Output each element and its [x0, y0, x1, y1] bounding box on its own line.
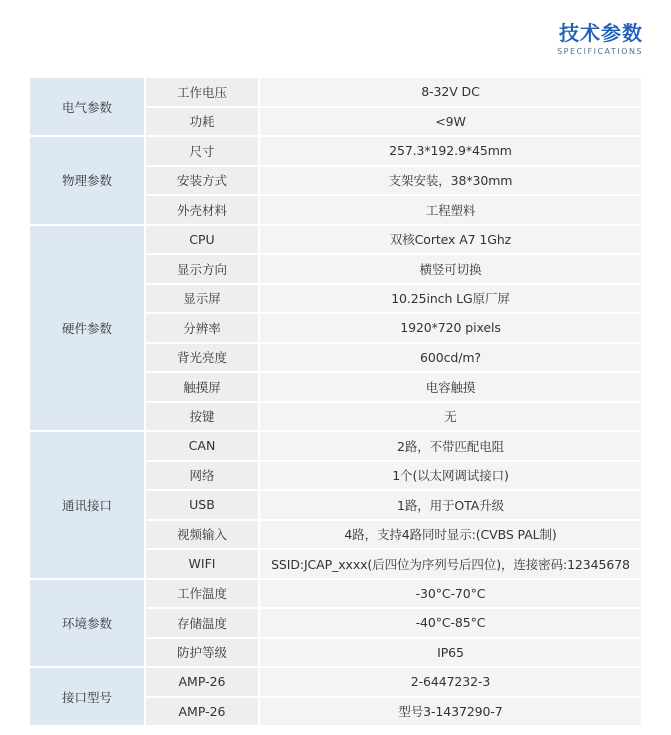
value-cell: -40°C-85°C: [260, 609, 641, 637]
value-cell: 2路，不带匹配电阻: [260, 432, 641, 460]
param-cell: 分辨率: [146, 314, 258, 342]
value-cell: SSID:JCAP_xxxx(后四位为序列号后四位)，连接密码:12345678: [260, 550, 641, 578]
section-subtitle: SPECIFICATIONS: [557, 47, 643, 56]
param-cell: 网络: [146, 462, 258, 490]
param-cell: 工作温度: [146, 580, 258, 608]
value-cell: IP65: [260, 639, 641, 667]
param-cell: 存储温度: [146, 609, 258, 637]
value-cell: 600cd/m?: [260, 344, 641, 372]
category-cell: 环境参数: [30, 580, 144, 667]
value-cell: 双核Cortex A7 1Ghz: [260, 226, 641, 254]
value-cell: 无: [260, 403, 641, 431]
spec-table: [28, 76, 643, 727]
param-cell: 触摸屏: [146, 373, 258, 401]
param-cell: 尺寸: [146, 137, 258, 165]
value-cell: 电容触摸: [260, 373, 641, 401]
section-title: 技术参数: [559, 21, 643, 45]
section-header: [557, 20, 643, 57]
value-cell: 1个(以太网调试接口): [260, 462, 641, 490]
value-cell: 2-6447232-3: [260, 668, 641, 696]
param-cell: 防护等级: [146, 639, 258, 667]
value-cell: 1920*720 pixels: [260, 314, 641, 342]
value-cell: 8-32V DC: [260, 78, 641, 106]
category-cell: 电气参数: [30, 78, 144, 135]
param-cell: 外壳材料: [146, 196, 258, 224]
param-cell: USB: [146, 491, 258, 519]
table-row: [30, 226, 641, 254]
param-cell: 背光亮度: [146, 344, 258, 372]
category-cell: 通讯接口: [30, 432, 144, 578]
param-cell: 显示屏: [146, 285, 258, 313]
value-cell: 工程塑料: [260, 196, 641, 224]
value-cell: <9W: [260, 108, 641, 136]
table-row: [30, 137, 641, 165]
param-cell: CPU: [146, 226, 258, 254]
param-cell: AMP-26: [146, 698, 258, 726]
param-cell: WIFI: [146, 550, 258, 578]
table-row: [30, 668, 641, 696]
table-row: [30, 432, 641, 460]
value-cell: 10.25inch LG原厂屏: [260, 285, 641, 313]
category-cell: 硬件参数: [30, 226, 144, 431]
param-cell: 安装方式: [146, 167, 258, 195]
param-cell: 工作电压: [146, 78, 258, 106]
param-cell: 功耗: [146, 108, 258, 136]
category-cell: 接口型号: [30, 668, 144, 725]
value-cell: 支架安装，38*30mm: [260, 167, 641, 195]
param-cell: AMP-26: [146, 668, 258, 696]
value-cell: 1路，用于OTA升级: [260, 491, 641, 519]
value-cell: 型号3-1437290-7: [260, 698, 641, 726]
value-cell: 横竖可切换: [260, 255, 641, 283]
value-cell: -30°C-70°C: [260, 580, 641, 608]
param-cell: 视频输入: [146, 521, 258, 549]
table-row: [30, 580, 641, 608]
param-cell: 显示方向: [146, 255, 258, 283]
table-row: [30, 78, 641, 106]
param-cell: CAN: [146, 432, 258, 460]
param-cell: 按键: [146, 403, 258, 431]
value-cell: 4路，支持4路同时显示:(CVBS PAL制): [260, 521, 641, 549]
category-cell: 物理参数: [30, 137, 144, 224]
value-cell: 257.3*192.9*45mm: [260, 137, 641, 165]
spec-table-body: [30, 78, 641, 725]
